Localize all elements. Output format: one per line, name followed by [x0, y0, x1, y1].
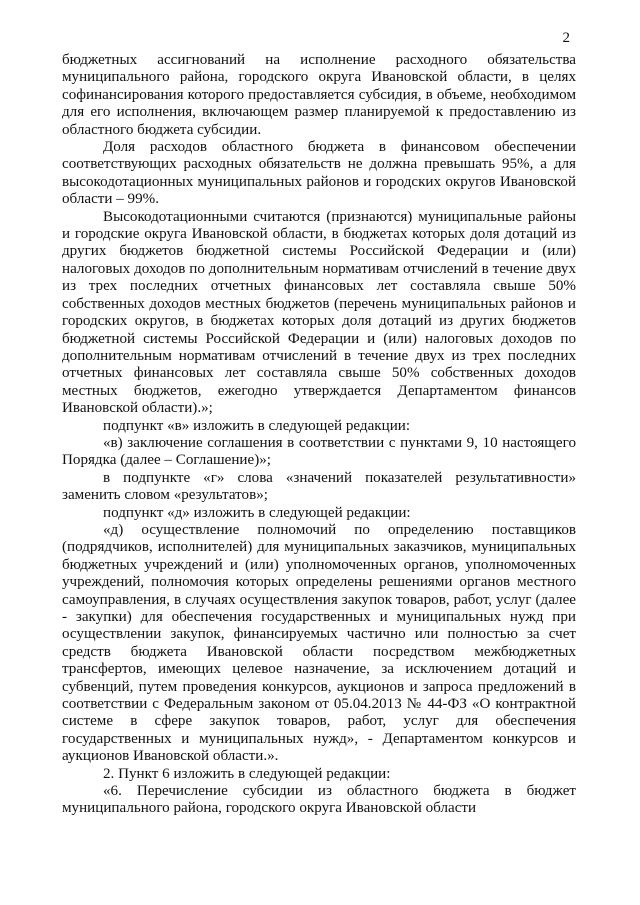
paragraph-point-6-text: «6. Перечисление субсидии из областного бюджета в бюджет муниципального района, городского округа Ивановской области [62, 783, 576, 817]
paragraph-subpoint-d-intro: подпункт «д» изложить в следующей редакции: [103, 504, 411, 521]
paragraph-point-6-intro: 2. Пункт 6 изложить в следующей редакции: [103, 765, 391, 782]
document-body [62, 52, 576, 818]
paragraph-subpoint-v-intro: подпункт «в» изложить в следующей редакции: [103, 417, 411, 434]
paragraph-subpoint-d-text: «д) осуществление полномочий по определению поставщиков (подрядчиков, исполнителей) для муниципальных заказчиков, муниципальных бюджетных учреждений и (или) уполномоченных органов, уполномоченных учреждений, полномочия которых определены решениями органов местного самоуправления, в случаях осуществления закупок товаров, работ, услуг (далее - закупки) для обеспечения государственных и муниципальных нужд при осуществлении закупок, финансируемых частично или полностью за счет средств бюджета Ивановской области посредством межбюджетных трансфертов, имеющих целевое назначение, за исключением дотаций и субвенций, путем проведения конкурсов, аукционов и запроса предложений в соответствии с Федеральным законом от 05.04.2013 № 44-ФЗ «О контрактной системе в сфере закупок товаров, работ, услуг для обеспечения государственных и муниципальных нужд», - Департаментом конкурсов и аукционов Ивановской области.». [62, 521, 576, 765]
paragraph-subpoint-g: в подпункте «г» слова «значений показателей результативности» заменить словом «результатов»; [62, 469, 576, 504]
page-number: 2 [562, 30, 570, 46]
paragraph-budget-allocations: бюджетных ассигнований на исполнение расходного обязательства муниципального района, городского округа Ивановской области, в целях софинансирования которого предоставляется субсидия, в объеме, необходимом для его исполнения, включающем размер планируемой к предоставлению из областного бюджета субсидии. [62, 52, 576, 138]
paragraph-subpoint-v-text: «в) заключение соглашения в соответствии с пунктами 9, 10 настоящего Порядка (далее – Соглашение)»; [62, 434, 576, 469]
paragraph-highly-subsidized-definition: Высокодотационными считаются (признаются) муниципальные районы и городские округа Ивановской области, в бюджетах которых доля дотаций из других бюджетов бюджетной системы Российской Федерации и (или) налоговых доходов по дополнительным нормативам отчислений в течение двух из трех последних отчетных финансовых лет составляла свыше 50% собственных доходов местных бюджетов (перечень муниципальных районов и городских округов, в бюджетах которых доля дотаций из других бюджетов бюджетной системы Российской Федерации и (или) налоговых доходов по дополнительным нормативам отчислений в течение двух из трех последних отчетных финансовых лет составляла свыше 50% собственных доходов местных бюджетов, ежегодно утверждается Департаментом финансов Ивановской области).»; [62, 208, 576, 417]
paragraph-expense-share: Доля расходов областного бюджета в финансовом обеспечении соответствующих расходных обязательств не должна превышать 95%, а для высокодотационных муниципальных районов и городских округов Ивановской области – 99%. [62, 139, 576, 208]
